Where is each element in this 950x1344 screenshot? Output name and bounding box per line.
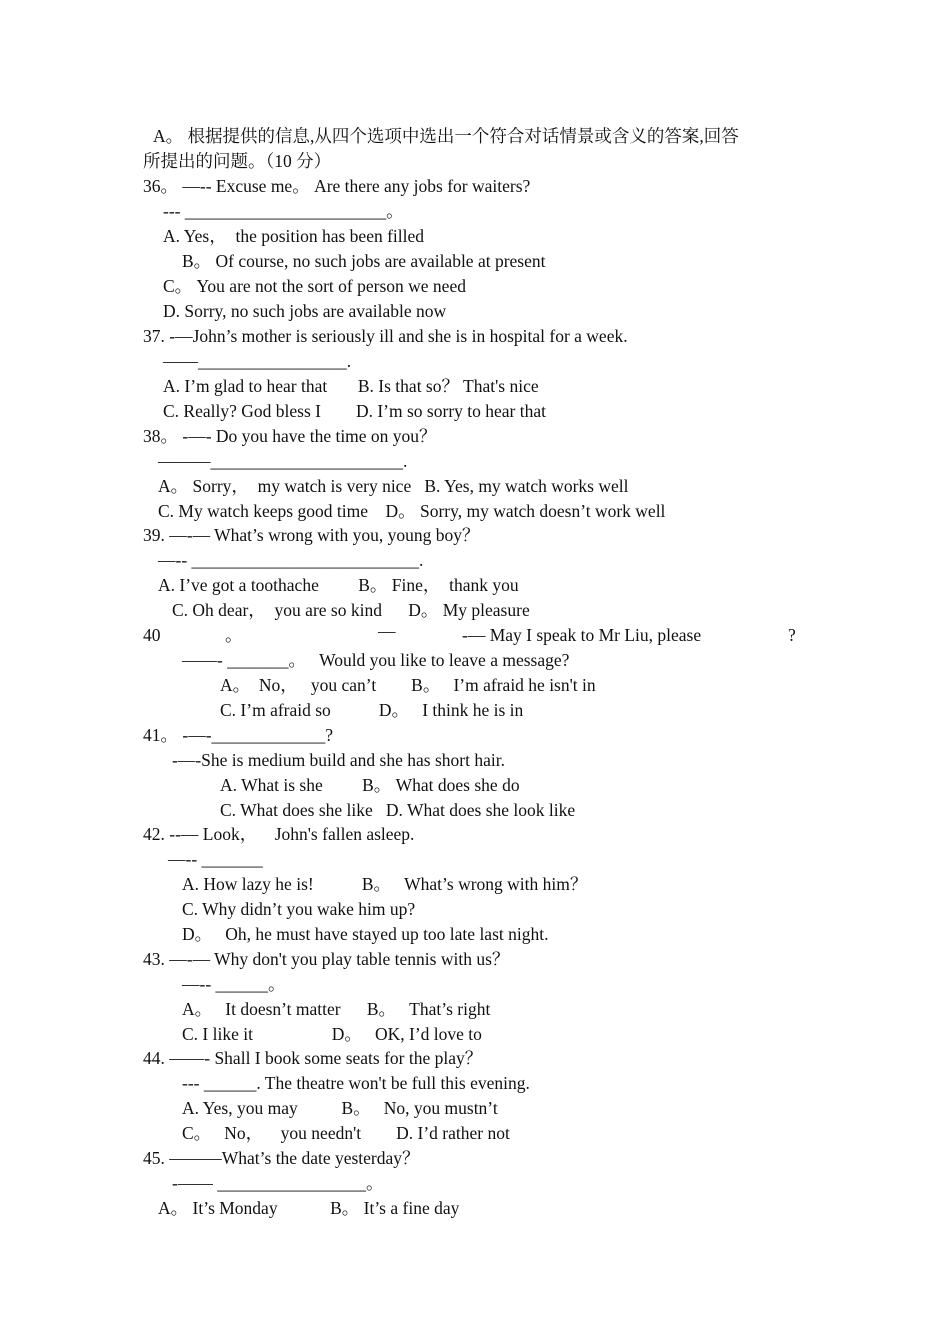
q44-blank: --- ______. The theatre won't be full this evening. <box>182 1073 530 1093</box>
q45-blank: -—— _________________。 <box>172 1173 384 1193</box>
q45-stem: 45. ———What’s the date yesterday？ <box>143 1148 420 1168</box>
q40-question-mark: ? <box>788 625 796 645</box>
q44-stem: 44. ——- Shall I book some seats for the play？ <box>143 1048 483 1068</box>
q40-dash: — <box>378 621 396 641</box>
q44-options-ab: A. Yes, you may B。 No, you mustn’t <box>182 1098 498 1118</box>
q37-blank: ——_________________. <box>163 351 352 371</box>
q44-options-cd: C。 No， you needn't D. I’d rather not <box>182 1123 510 1143</box>
section-instruction-line2: 所提出的问题。（10 分） <box>143 151 332 171</box>
q43-options-ab: A。 It doesn’t matter B。 That’s right <box>182 999 491 1019</box>
q39-stem: 39. —-— What’s wrong with you, young boy？ <box>143 525 480 545</box>
q45-options-ab: A。 It’s Monday B。 It’s a fine day <box>158 1198 460 1218</box>
q40-number: 40 <box>143 625 161 645</box>
q40-options-cd: C. I’m afraid so D。 I think he is in <box>220 700 524 720</box>
q36-option-b: B。 Of course, no such jobs are available at present <box>182 251 546 271</box>
section-instruction-line1: A。 根据提供的信息,从四个选项中选出一个符合对话情景或含义的答案,回答 <box>153 126 739 146</box>
q38-blank: ———______________________. <box>158 451 408 471</box>
q42-option-c: C. Why didn’t you wake him up? <box>182 899 416 919</box>
q43-options-cd: C. I like it D。 OK, I’d love to <box>182 1024 482 1044</box>
q41-stem: 41。 -—-_____________? <box>143 725 334 745</box>
q40-options-ab: A。 No， you can’t B。 I’m afraid he isn't in <box>220 675 596 695</box>
q36-option-d: D. Sorry, no such jobs are available now <box>163 301 447 321</box>
q38-options-cd: C. My watch keeps good time D。 Sorry, my watch doesn’t work well <box>158 501 666 521</box>
q42-blank: —-- _______ <box>168 849 263 869</box>
q37-options-ab: A. I’m glad to hear that B. Is that so？ That's nice <box>163 376 539 396</box>
q40-blank: ——- _______。 Would you like to leave a message? <box>182 650 570 670</box>
q39-options-ab: A. I’ve got a toothache B。 Fine， thank you <box>158 575 519 595</box>
q43-stem: 43. —-— Why don't you play table tennis with us？ <box>143 949 510 969</box>
q39-blank: —-- __________________________. <box>158 550 424 570</box>
q41-options-cd: C. What does she like D. What does she look like <box>220 800 576 820</box>
q38-options-ab: A。 Sorry， my watch is very nice B. Yes, my watch works well <box>158 476 629 496</box>
q40-stem: -— May I speak to Mr Liu, please <box>462 625 702 645</box>
q40-dot: 。 <box>225 625 243 645</box>
q42-stem: 42. --— Look， John's fallen asleep. <box>143 824 415 844</box>
q36-blank: --- _______________________。 <box>163 201 404 221</box>
q41-options-ab: A. What is she B。 What does she do <box>220 775 520 795</box>
q43-blank: —-- ______。 <box>182 974 286 994</box>
q36-option-a: A. Yes， the position has been filled <box>163 226 425 246</box>
q36-option-c: C。 You are not the sort of person we need <box>163 276 466 296</box>
q41-answer-line: -—-She is medium build and she has short hair. <box>172 750 505 770</box>
q36-stem: 36。 —-- Excuse me。 Are there any jobs for waiters? <box>143 176 531 196</box>
q37-options-cd: C. Really? God bless I D. I’m so sorry to hear that <box>163 401 546 421</box>
q42-option-d: D。 Oh, he must have stayed up too late last night. <box>182 924 549 944</box>
q39-options-cd: C. Oh dear， you are so kind D。 My pleasure <box>172 600 530 620</box>
q38-stem: 38。 -—- Do you have the time on you？ <box>143 426 437 446</box>
q37-stem: 37. -—John’s mother is seriously ill and she is in hospital for a week. <box>143 326 628 346</box>
q42-options-ab: A. How lazy he is! B。 What’s wrong with him？ <box>182 874 588 894</box>
